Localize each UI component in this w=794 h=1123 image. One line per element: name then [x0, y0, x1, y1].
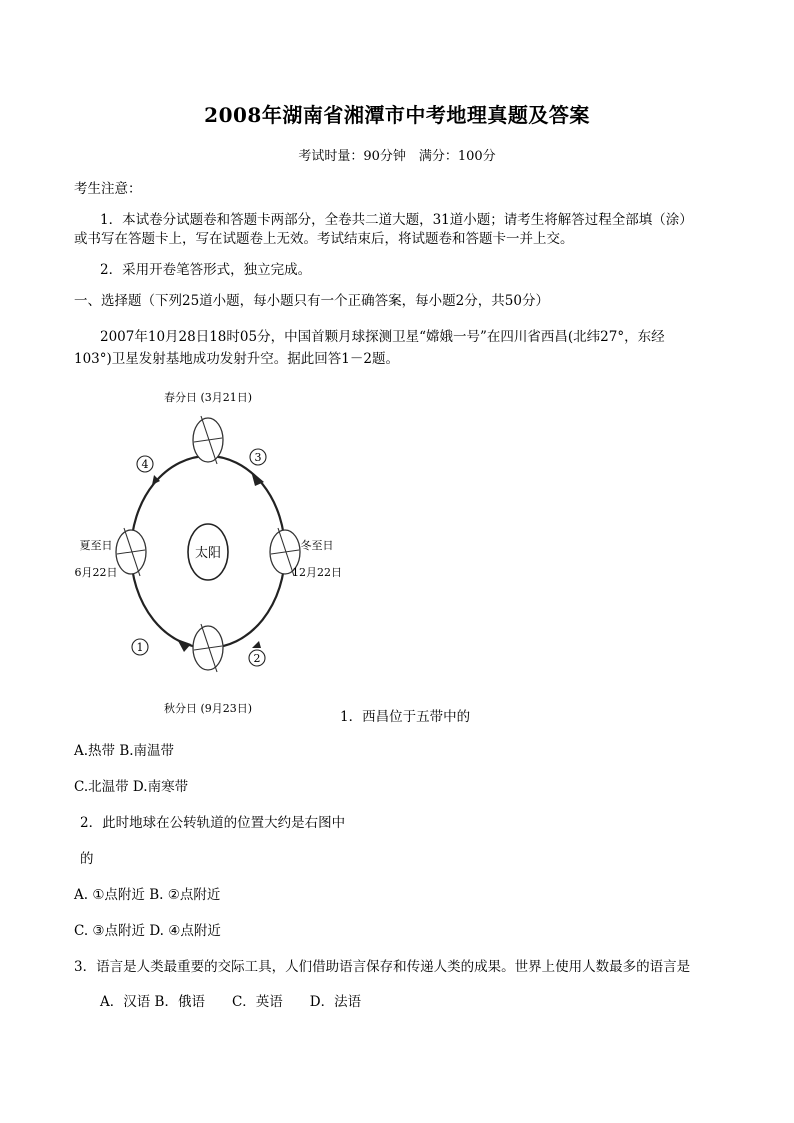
point-1-label: 1 — [136, 641, 144, 654]
summer-solstice-label: 夏至日 — [79, 539, 113, 552]
notice-item-1-line-1: 1．本试卷分试题卷和答题卡两部分，全卷共二道大题，31道小题；请考生将解答过程全部填（涂） — [100, 212, 693, 228]
winter-solstice-label: 冬至日 — [300, 539, 334, 552]
page-title: 2008年湖南省湘潭市中考地理真题及答案 — [204, 103, 590, 127]
question-2-stem-line-1: 2．此时地球在公转轨道的位置大约是右图中 — [80, 815, 346, 831]
notice-heading: 考生注意： — [74, 181, 142, 197]
spring-equinox-label: 春分日 (3月21日) — [163, 391, 253, 404]
autumn-equinox-label: 秋分日 (9月23日) — [163, 702, 253, 715]
question-1-options-line-1: A.热带 B.南温带 — [74, 743, 175, 759]
intro-line-2: 103°)卫星发射基地成功发射升空。据此回答1－2题。 — [74, 351, 399, 367]
sun-label: 太阳 — [194, 546, 222, 561]
orbit-arrow-icon — [177, 639, 191, 652]
orbit-dot-icon — [152, 475, 160, 485]
section-heading: 一、选择题（下列25道小题，每小题只有一个正确答案，每小题2分，共50分） — [74, 293, 549, 309]
question-3-stem: 3．语言是人类最重要的交际工具，人们借助语言保存和传递人类的成果。世界上使用人数最多的语言是 — [74, 959, 691, 975]
intro-line-1: 2007年10月28日18时05分，中国首颗月球探测卫星“嫦娥一号”在四川省西昌(北纬27°，东经 — [100, 329, 665, 345]
question-1-options-line-2: C.北温带 D.南寒带 — [74, 779, 189, 795]
exam-info: 考试时量：90分钟 满分：100分 — [298, 149, 496, 164]
earth-orbit-diagram — [74, 386, 350, 721]
point-2-label: 2 — [253, 652, 261, 665]
summer-solstice-date: 6月22日 — [74, 566, 118, 579]
point-4-label: 4 — [141, 458, 149, 471]
orbit-dot-icon — [252, 641, 261, 648]
question-2-options-line-2: C. ③点附近 D. ④点附近 — [74, 923, 221, 939]
question-3-options: A．汉语 B．俄语 C．英语 D．法语 — [100, 994, 362, 1010]
point-3-label: 3 — [254, 451, 262, 464]
question-2-stem-line-2: 的 — [80, 851, 94, 867]
question-2-options-line-1: A. ①点附近 B. ②点附近 — [74, 887, 221, 903]
notice-item-2: 2．采用开卷笔答形式，独立完成。 — [100, 262, 312, 278]
notice-item-1-line-2: 或书写在答题卡上，写在试题卷上无效。考试结束后，将试题卷和答题卡一并上交。 — [74, 231, 574, 247]
question-1-stem: 1．西昌位于五带中的 — [340, 709, 471, 725]
winter-solstice-date: 12月22日 — [292, 566, 342, 579]
